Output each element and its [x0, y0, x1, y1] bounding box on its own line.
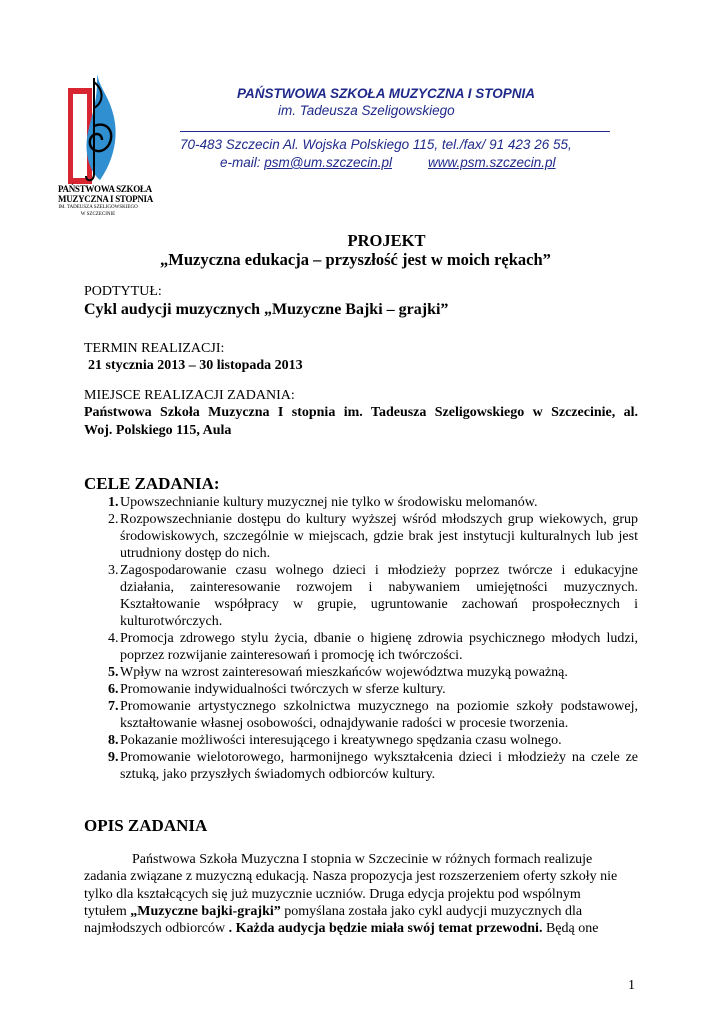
- list-item-number: 8.: [108, 733, 119, 748]
- website-link[interactable]: www.psm.szczecin.pl: [428, 155, 556, 170]
- place-label: MIEJSCE REALIZACJI ZADANIA:: [84, 388, 295, 403]
- list-item-number: 9.: [108, 750, 119, 765]
- list-item-text: Promowanie artystycznego szkolnictwa muzycznego na poziomie szkoły podstawowej, kształtowanie własnej osobowości, odnajdywanie radości w procesie tworzenia.: [120, 699, 638, 731]
- letterhead-contact: [220, 155, 556, 170]
- email-link[interactable]: psm@um.szczecin.pl: [264, 155, 393, 170]
- list-item-number: 1.: [108, 495, 119, 510]
- list-item: [84, 732, 638, 749]
- subtitle-label: PODTYTUŁ:: [84, 284, 162, 299]
- list-item-text: Promocja zdrowego stylu życia, dbanie o higienę zdrowia psychicznego młodych ludzi, poprzez rozwijanie zainteresowań i promocję ich twórczości.: [120, 631, 638, 663]
- description-paragraph: [84, 851, 624, 937]
- term-value: 21 stycznia 2013 – 30 listopada 2013: [88, 358, 303, 373]
- list-item-text: Zagospodarowanie czasu wolnego dzieci i młodzieży poprzez twórcze i edukacyjne działania, zainteresowanie rozwojem i nabywaniem umiejętności muzycznych. Kształtowanie współpracy w grupie, ugruntowanie zachowań prospołecznych i kulturotwórczych.: [120, 563, 638, 629]
- place-line-2: Woj. Polskiego 115, Aula: [84, 423, 232, 438]
- subtitle-value: Cykl audycji muzycznych „Muzyczne Bajki – grajki”: [84, 301, 449, 318]
- list-item: [84, 494, 638, 511]
- list-item-text: Wpływ na wzrost zainteresowań mieszkańców województwa muzyką poważną.: [120, 665, 568, 680]
- list-item-text: Promowanie wielotorowego, harmonijnego wykształcenia dzieci i młodzieży na czele ze sztuką, jako przyszłych świadomych odbiorców kultury.: [120, 750, 638, 782]
- letterhead-address: 70-483 Szczecin Al. Wojska Polskiego 115, tel./fax/ 91 423 26 55,: [180, 137, 572, 152]
- term-label: TERMIN REALIZACJI:: [84, 341, 225, 356]
- goals-list: [84, 494, 638, 783]
- description-text: pomyślana została jako cykl audycji muzycznych dla najmłodszych odbiorców: [84, 903, 583, 937]
- list-item-number: 7.: [108, 699, 119, 714]
- list-item-number: 3.: [108, 563, 119, 578]
- description-text: Będą one: [542, 921, 599, 937]
- letterhead-divider: [180, 131, 610, 132]
- logo-caption-small: IM. TADEUSZA SZELIGOWSKIEGO: [58, 205, 138, 210]
- project-title: „Muzyczna edukacja – przyszłość jest w moich rękach”: [160, 250, 551, 269]
- list-item-text: Promowanie indywidualności twórczych w sferze kultury.: [120, 682, 446, 697]
- list-item-text: Upowszechnianie kultury muzycznej nie tylko w środowisku melomanów.: [120, 495, 538, 510]
- list-item: [84, 749, 638, 783]
- description-text: Państwowa Szkoła Muzyczna I stopnia w Szczecinie w różnych formach realizuje zadania związane z muzyczną edukacją. Nasza propozycja jest rozszerzeniem oferty szkoły nie tylko dla kształcących się już muzycznie uczniów. Druga edycja projektu pod wspólnym tytułem: [84, 852, 618, 919]
- letterhead-patron: im. Tadeusza Szeligowskiego: [278, 103, 455, 118]
- list-item: [84, 511, 638, 562]
- list-item-text: Rozpowszechnianie dostępu do kultury wyższej wśród młodszych grup wiekowych, grup środowiskowych, szczególnie w miejscach, gdzie brak jest instytucji kulturalnych lub jest utrudniony dostęp do nich.: [120, 512, 638, 561]
- logo-caption: [58, 184, 153, 218]
- list-item: [84, 630, 638, 664]
- list-item: [84, 681, 638, 698]
- description-bold-sentence: . Każda audycja będzie miała swój temat przewodni.: [228, 921, 543, 937]
- list-item-number: 5.: [108, 665, 119, 680]
- logo-caption-small: W SZCZECINIE: [80, 212, 116, 217]
- list-item-number: 4.: [108, 631, 119, 646]
- letterhead-school-name: PAŃSTWOWA SZKOŁA MUZYCZNA I STOPNIA: [237, 86, 535, 101]
- list-item-number: 6.: [108, 682, 119, 697]
- list-item: [84, 562, 638, 630]
- project-label: PROJEKT: [347, 231, 426, 250]
- logo-graphic-icon: [64, 74, 130, 186]
- description-bold-title: „Muzyczne bajki-grajki”: [130, 903, 281, 919]
- email-label: e-mail:: [220, 155, 265, 170]
- goals-heading: CELE ZADANIA:: [84, 474, 220, 493]
- list-item-text: Pokazanie możliwości interesującego i kreatywnego spędzania czasu wolnego.: [120, 733, 562, 748]
- list-item: [84, 698, 638, 732]
- page-number: 1: [628, 978, 635, 993]
- list-item-number: 2.: [108, 512, 119, 527]
- list-item: [84, 664, 638, 681]
- logo-white-inner: [73, 94, 87, 178]
- logo-caption-line: PAŃSTWOWA SZKOŁA: [58, 184, 152, 194]
- description-heading: OPIS ZADANIA: [84, 816, 208, 835]
- logo-caption-line: MUZYCZNA I STOPNIA: [58, 194, 153, 204]
- place-line-1: Państwowa Szkoła Muzyczna I stopnia im. Tadeusza Szeligowskiego w Szczecinie, al.: [84, 405, 638, 420]
